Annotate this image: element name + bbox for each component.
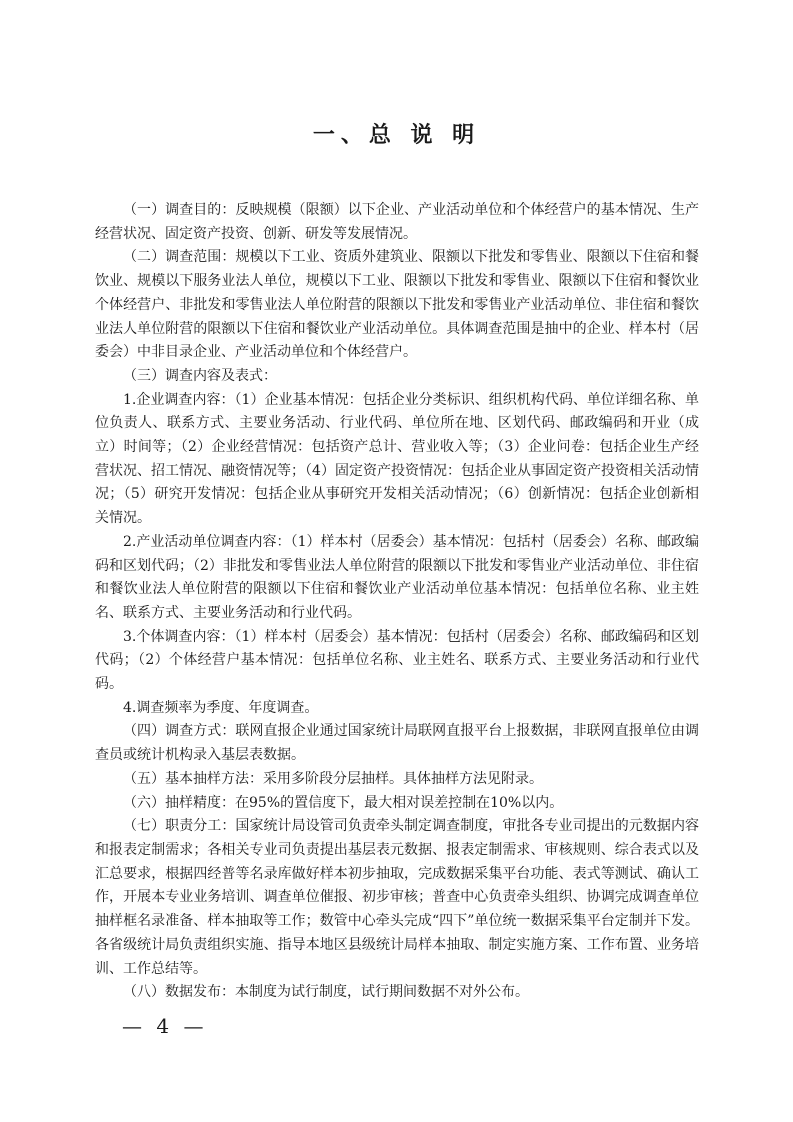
- paragraph-survey-purpose: （一）调查目的：反映规模（限额）以下企业、产业活动单位和个体经营户的基本情况、生产经营状况、固定资产投资、创新、研发等发展情况。: [95, 202, 699, 242]
- paragraph-survey-method: （四）调查方式：联网直报企业通过国家统计局联网直报平台上报数据，非联网直报单位由调查员或统计机构录入基层表数据。: [95, 723, 699, 764]
- page-title: 一、总 说 明: [312, 123, 481, 148]
- paragraph-survey-frequency: 4.调查频率为季度、年度调查。: [123, 699, 319, 716]
- paragraph-individual-content: 3.个体调查内容：（1）样本村（居委会）基本情况：包括村（居委会）名称、邮政编码和区划代码；（2）个体经营户基本情况：包括单位名称、业主姓名、联系方式、主要业务活动和行业代码。: [95, 628, 699, 693]
- document-body: [95, 199, 699, 1005]
- paragraph-enterprise-content: 1.企业调查内容：（1）企业基本情况：包括企业分类标识、组织机构代码、单位详细名称、单位负责人、联系方式、主要业务活动、行业代码、单位所在地、区划代码、邮政编码和开业（成立）时间等；（2）企业经营情况：包括资产总计、营业收入等；（3）企业问卷：包括企业生产经营状况、招工情况、融资情况等；（4）固定资产投资情况：包括企业从事固定资产投资相关活动情况；（5）研究开发情况：包括企业从事研究开发相关活动情况；（6）创新情况：包括企业创新相关情况。: [95, 391, 699, 527]
- paragraph-activity-unit-content: 2.产业活动单位调查内容：（1）样本村（居委会）基本情况：包括村（居委会）名称、邮政编码和区划代码；（2）非批发和零售业法人单位附营的限额以下批发和零售业产业活动单位、非住宿和餐饮业法人单位附营的限额以下住宿和餐饮业产业活动单位基本情况：包括单位名称、业主姓名、联系方式、主要业务活动和行业代码。: [95, 533, 699, 621]
- paragraph-survey-content-heading: （三）调查内容及表式：: [123, 367, 277, 384]
- paragraph-sampling-method: （五）基本抽样方法：采用多阶段分层抽样。具体抽样方法见附录。: [123, 770, 543, 787]
- page-number: — 4 —: [122, 1014, 208, 1038]
- paragraph-sampling-precision: （六）抽样精度：在95%的置信度下，最大相对误差控制在10%以内。: [123, 794, 564, 811]
- paragraph-survey-scope: （二）调查范围：规模以下工业、资质外建筑业、限额以下批发和零售业、限额以下住宿和餐饮业、规模以下服务业法人单位，规模以下工业、限额以下批发和零售业、限额以下住宿和餐饮业个体经营户、非批发和零售业法人单位附营的限额以下批发和零售业产业活动单位、非住宿和餐饮业法人单位附营的限额以下住宿和餐饮业产业活动单位。具体调查范围是抽中的企业、样本村（居委会）中非目录企业、产业活动单位和个体经营户。: [95, 249, 699, 361]
- paragraph-data-release: （八）数据发布：本制度为试行制度，试行期间数据不对外公布。: [123, 984, 529, 1001]
- paragraph-responsibilities: （七）职责分工：国家统计局设管司负责牵头制定调查制度，审批各专业司提出的元数据内容和报表定制需求；各相关专业司负责提出基层表元数据、报表定制需求、审核规则、综合表式以及汇总要求，根据四经普等名录库做好样本初步抽取，完成数据采集平台功能、表式等测试、确认工作，开展本专业业务培训、调查单位催报、初步审核；普查中心负责牵头组织、协调完成调查单位抽样框名录准备、样本抽取等工作；数管中心牵头完成“四下”单位统一数据采集平台定制并下发。各省级统计局负责组织实施、指导本地区县级统计局样本抽取、制定实施方案、工作布置、业务培训、工作总结等。: [95, 818, 699, 977]
